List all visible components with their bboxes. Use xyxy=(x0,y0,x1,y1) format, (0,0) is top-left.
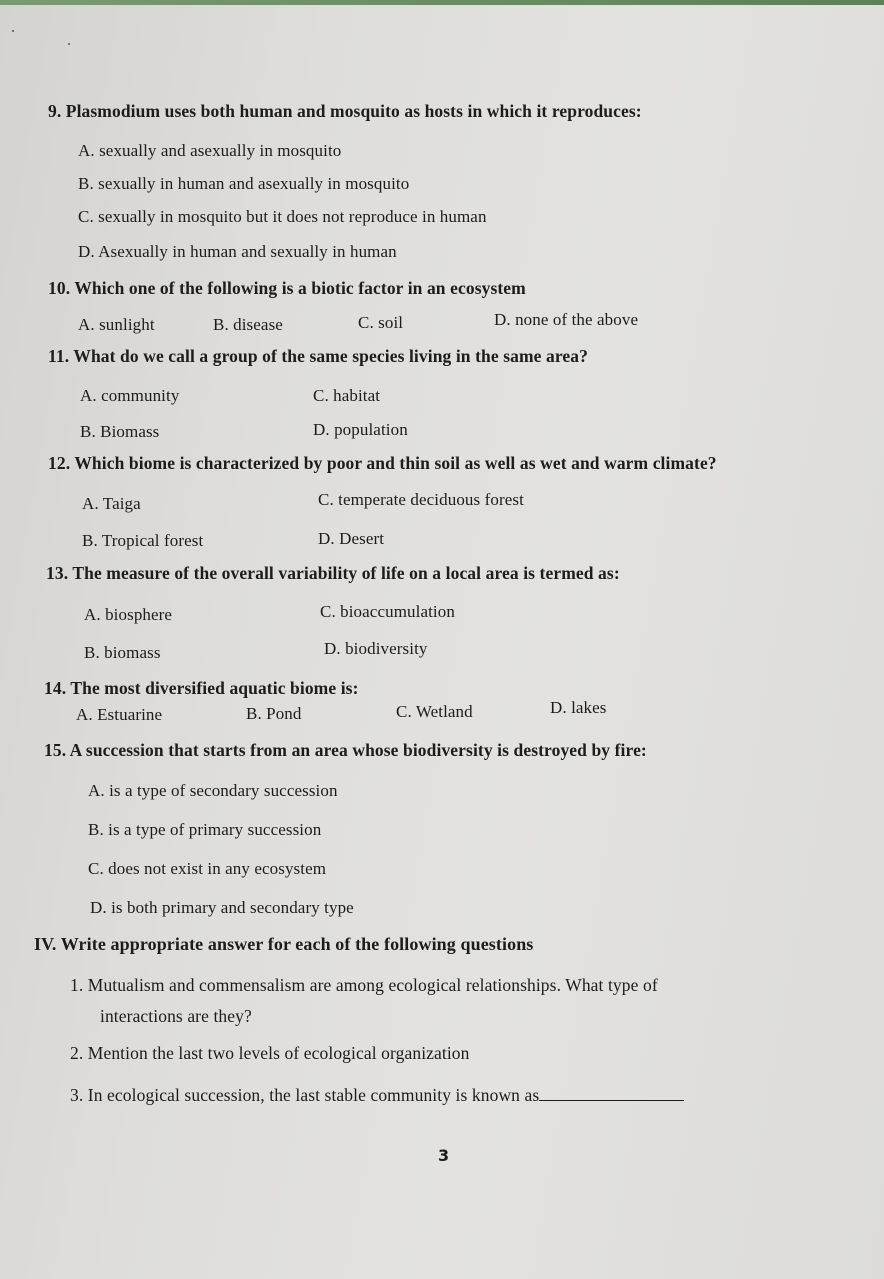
question-11-option-c: C. habitat xyxy=(313,386,381,405)
question-9-option-c: C. sexually in mosquito but it does not reproduce in human xyxy=(78,207,487,226)
question-10-stem: 10. Which one of the following is a biotic factor in an ecosystem xyxy=(48,278,526,298)
section-iv-item-3: 3. In ecological succession, the last stable community is known as xyxy=(70,1085,540,1105)
question-12-option-c: C. temperate deciduous forest xyxy=(318,490,524,509)
section-iv-item-1: 1. Mutualism and commensalism are among ecological relationships. What type of xyxy=(70,975,658,995)
question-9-option-b: B. sexually in human and asexually in mosquito xyxy=(78,174,410,193)
section-iv-item-3-row xyxy=(70,1085,684,1106)
top-edge-strip xyxy=(0,0,884,5)
question-14-option-b: B. Pond xyxy=(246,704,302,723)
question-15-option-b: B. is a type of primary succession xyxy=(88,820,322,839)
question-13-option-c: C. bioaccumulation xyxy=(320,602,455,621)
paper-speck xyxy=(12,30,14,32)
question-12-option-a: A. Taiga xyxy=(82,494,141,513)
question-10-option-d: D. none of the above xyxy=(494,310,639,329)
question-10-option-b: B. disease xyxy=(213,315,283,334)
question-9-option-d: D. Asexually in human and sexually in human xyxy=(78,242,397,261)
section-iv-heading: IV. Write appropriate answer for each of the following questions xyxy=(34,934,534,954)
question-13-option-a: A. biosphere xyxy=(84,605,173,624)
question-11-option-d: D. population xyxy=(313,420,408,439)
paper-speck xyxy=(68,43,70,45)
question-13-option-d: D. biodiversity xyxy=(324,639,428,658)
question-15-option-d: D. is both primary and secondary type xyxy=(90,898,354,917)
question-13-option-b: B. biomass xyxy=(84,643,161,662)
question-12-option-b: B. Tropical forest xyxy=(82,531,204,550)
question-9-stem: 9. Plasmodium uses both human and mosquito as hosts in which it reproduces: xyxy=(48,101,642,121)
question-10-option-a: A. sunlight xyxy=(78,315,155,334)
question-12-option-d: D. Desert xyxy=(318,529,385,548)
question-11-option-b: B. Biomass xyxy=(80,422,160,441)
question-10-option-c: C. soil xyxy=(358,313,404,332)
question-15-stem: 15. A succession that starts from an area whose biodiversity is destroyed by fire: xyxy=(44,740,647,760)
question-14-stem: 14. The most diversified aquatic biome is: xyxy=(44,678,359,698)
page-number: 3 xyxy=(438,1146,450,1165)
question-11-option-a: A. community xyxy=(80,386,180,405)
section-iv-item-2: 2. Mention the last two levels of ecological organization xyxy=(70,1043,470,1063)
question-11-stem: 11. What do we call a group of the same species living in the same area? xyxy=(48,346,588,366)
question-14-option-c: C. Wetland xyxy=(396,702,473,721)
answer-blank-line xyxy=(539,1086,684,1101)
question-14-option-a: A. Estuarine xyxy=(76,705,163,724)
question-15-option-c: C. does not exist in any ecosystem xyxy=(88,859,327,878)
question-12-stem: 12. Which biome is characterized by poor and thin soil as well as wet and warm climate? xyxy=(48,453,717,473)
question-14-option-d: D. lakes xyxy=(550,698,607,717)
question-13-stem: 13. The measure of the overall variability of life on a local area is termed as: xyxy=(46,563,620,583)
section-iv-item-1-continued: interactions are they? xyxy=(100,1006,252,1026)
question-15-option-a: A. is a type of secondary succession xyxy=(88,781,338,800)
question-9-option-a: A. sexually and asexually in mosquito xyxy=(78,141,342,160)
